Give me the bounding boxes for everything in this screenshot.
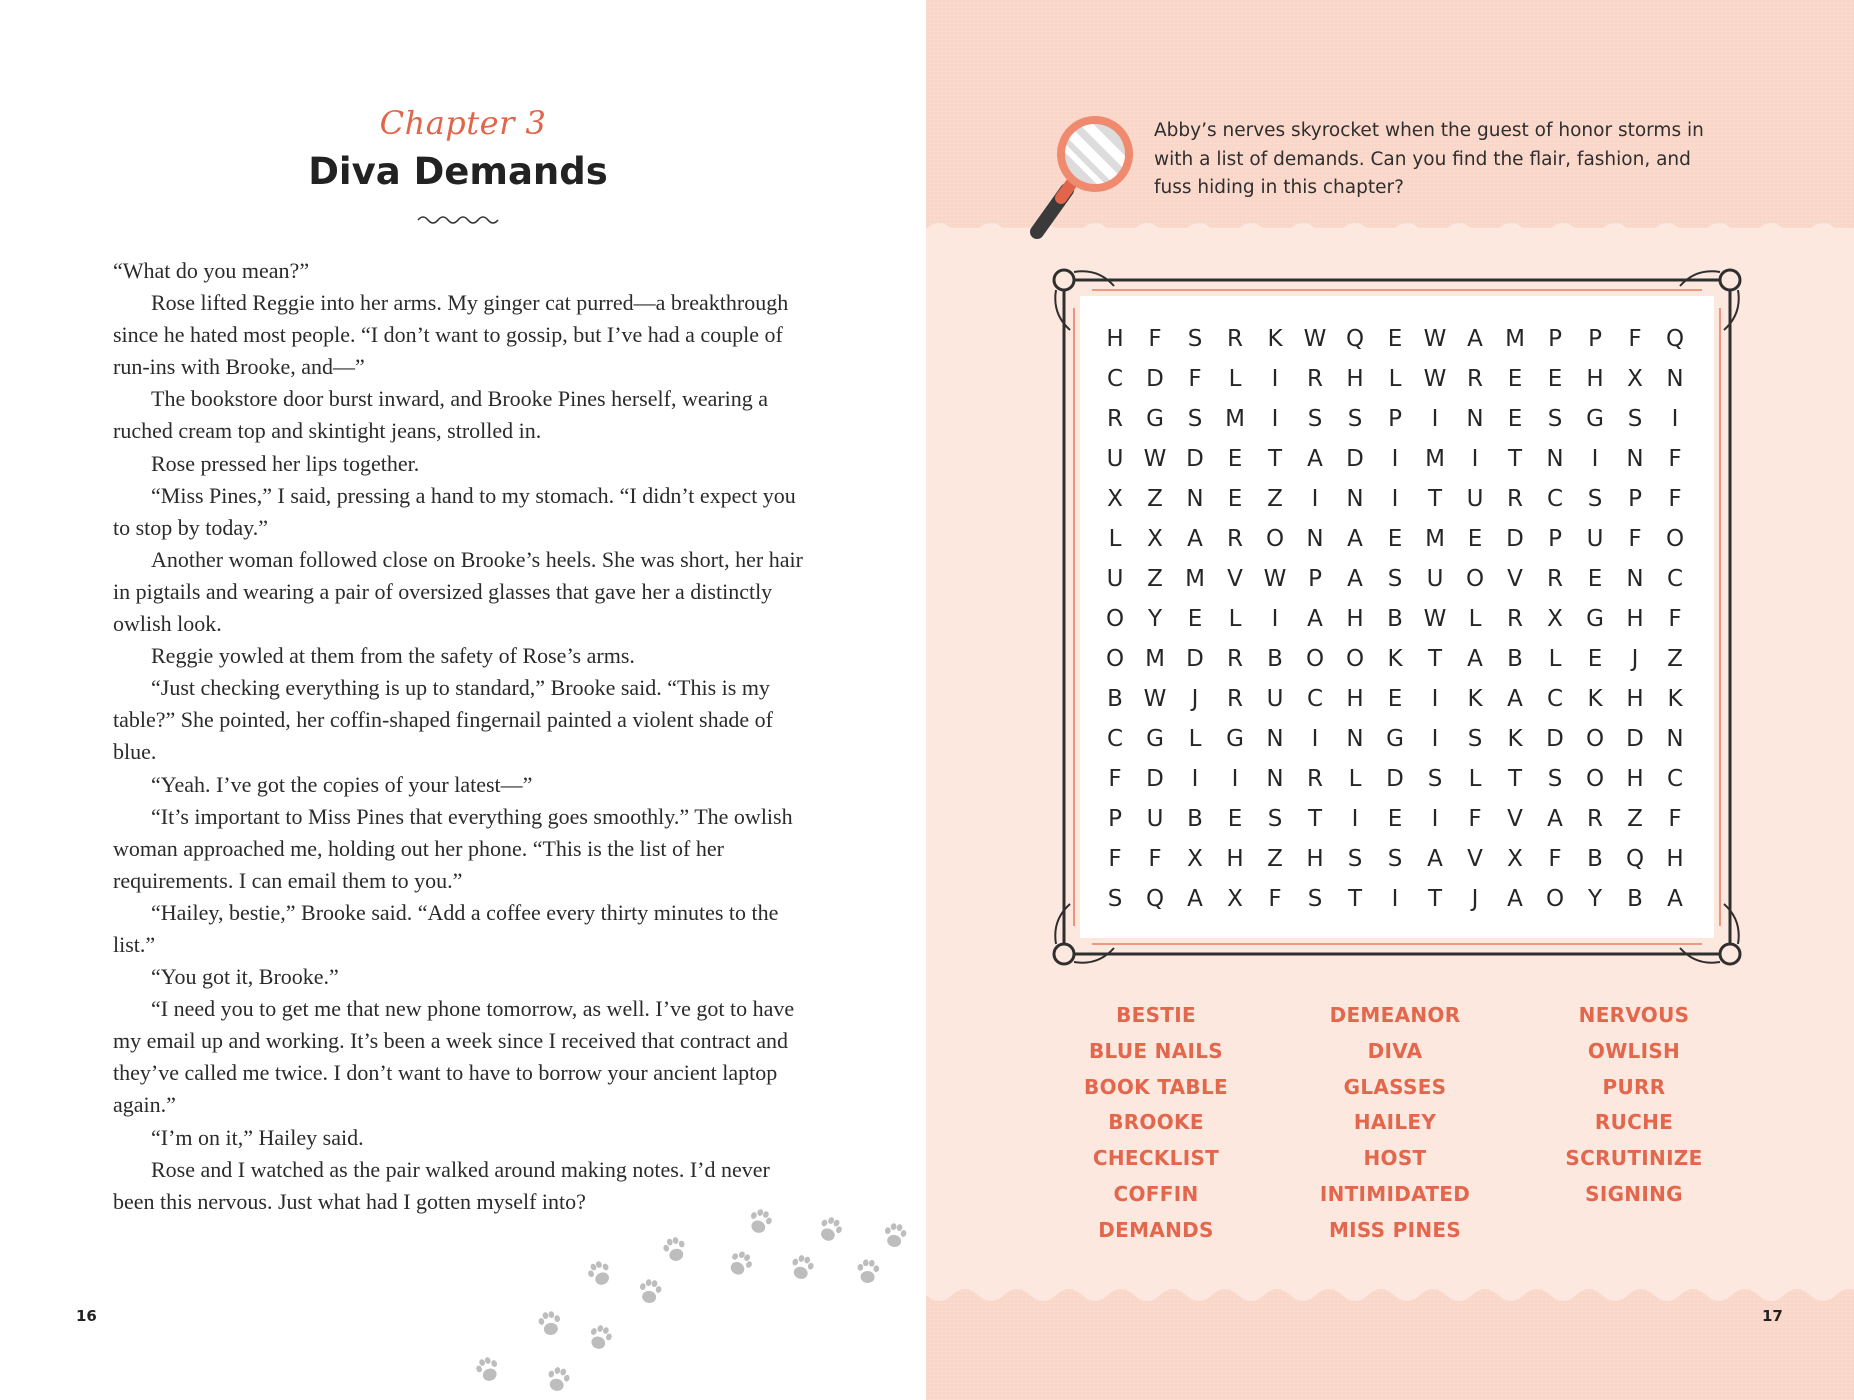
story-paragraph: “Yeah. I’ve got the copies of your latest—”	[151, 771, 533, 797]
grid-letter[interactable]: R	[1227, 646, 1243, 672]
grid-letter[interactable]: I	[1311, 486, 1319, 512]
grid-letter[interactable]: C	[1106, 366, 1124, 392]
word-list-item: NERVOUS	[1578, 1003, 1690, 1027]
grid-letter[interactable]: X	[1627, 366, 1643, 392]
grid-letter[interactable]: P	[1628, 486, 1642, 512]
grid-letter[interactable]: I	[1471, 446, 1479, 472]
grid-letter[interactable]: P	[1308, 566, 1322, 592]
paw-prints-decoration	[460, 1200, 930, 1400]
grid-letter[interactable]: E	[1387, 526, 1403, 552]
grid-letter[interactable]: L	[1188, 726, 1202, 752]
story-paragraph: “You got it, Brooke.”	[151, 964, 339, 990]
story-paragraph: “Just checking everything is up to standard,” Brooke said. “This is my table?” She pointed, her coffin-shaped fingernail painted a violent shade of blue.	[113, 675, 773, 765]
grid-letter[interactable]: W	[1303, 326, 1327, 352]
grid-letter[interactable]: I	[1231, 766, 1239, 792]
grid-letter[interactable]: S	[1427, 766, 1443, 792]
grid-letter[interactable]: G	[1586, 606, 1604, 632]
grid-letter[interactable]: K	[1267, 326, 1283, 352]
paw-print-icon	[816, 1214, 845, 1244]
grid-letter[interactable]: E	[1507, 366, 1523, 392]
grid-letter[interactable]: Y	[1147, 606, 1163, 632]
story-paragraph: “It’s important to Miss Pines that everything goes smoothly.” The owlish woman approached me, holding out her phone. “This is the list of her requirements. I can email them to you.”	[113, 803, 793, 893]
grid-letter[interactable]: H	[1306, 846, 1324, 872]
grid-letter[interactable]: S	[1387, 846, 1403, 872]
grid-letter[interactable]: O	[1105, 606, 1125, 632]
grid-letter[interactable]: M	[1185, 566, 1205, 592]
grid-letter[interactable]: I	[1391, 486, 1399, 512]
grid-letter[interactable]: I	[1391, 446, 1399, 472]
word-list-item: COFFIN	[1113, 1181, 1199, 1206]
grid-letter[interactable]: X	[1107, 486, 1123, 512]
grid-letter[interactable]: S	[1267, 806, 1283, 832]
grid-letter[interactable]: M	[1425, 446, 1445, 472]
grid-letter[interactable]: S	[1467, 726, 1483, 752]
grid-letter[interactable]: Q	[1625, 846, 1645, 872]
grid-letter[interactable]: S	[1347, 406, 1363, 432]
grid-letter[interactable]: W	[1143, 446, 1167, 472]
grid-letter[interactable]: A	[1187, 886, 1203, 912]
grid-letter[interactable]: F	[1668, 606, 1682, 632]
grid-letter[interactable]: O	[1265, 526, 1285, 552]
story-paragraph: “What do you mean?”	[113, 258, 310, 283]
grid-letter[interactable]: H	[1626, 686, 1644, 712]
grid-letter[interactable]: G	[1146, 406, 1164, 432]
grid-letter[interactable]: L	[1228, 606, 1242, 632]
grid-letter[interactable]: S	[1187, 406, 1203, 432]
grid-letter[interactable]: R	[1507, 606, 1523, 632]
grid-letter[interactable]: A	[1507, 886, 1523, 912]
grid-letter[interactable]: N	[1346, 486, 1364, 512]
grid-letter[interactable]: B	[1507, 646, 1523, 672]
grid-letter[interactable]: Z	[1147, 566, 1163, 592]
grid-letter[interactable]: T	[1347, 886, 1363, 912]
grid-letter[interactable]: E	[1187, 606, 1203, 632]
word-list-item: HOST	[1363, 1146, 1427, 1171]
grid-letter[interactable]: W	[1423, 326, 1447, 352]
word-list-item: BESTIE	[1116, 1003, 1196, 1027]
paw-print-icon	[725, 1248, 755, 1279]
grid-letter[interactable]: R	[1547, 566, 1563, 592]
word-list-item: BLUE NAILS	[1089, 1038, 1223, 1063]
grid-letter[interactable]: R	[1227, 326, 1243, 352]
grid-letter[interactable]: M	[1145, 646, 1165, 672]
grid-letter[interactable]: I	[1431, 686, 1439, 712]
grid-letter[interactable]: K	[1587, 686, 1603, 712]
grid-letter[interactable]: Z	[1147, 486, 1163, 512]
grid-letter[interactable]: F	[1148, 846, 1162, 872]
left-page	[0, 0, 926, 1400]
grid-letter[interactable]: T	[1507, 446, 1523, 472]
grid-letter[interactable]: Q	[1345, 326, 1365, 352]
grid-letter[interactable]: N	[1346, 726, 1364, 752]
grid-letter[interactable]: I	[1271, 406, 1279, 432]
grid-letter[interactable]: I	[1431, 806, 1439, 832]
grid-letter[interactable]: R	[1107, 406, 1123, 432]
story-paragraph: Rose and I watched as the pair walked around making notes. I’d never been this nervous. Just what had I gotten myself into?	[113, 1156, 770, 1214]
grid-letter[interactable]: A	[1667, 886, 1683, 912]
grid-letter[interactable]: A	[1347, 566, 1363, 592]
grid-letter[interactable]: A	[1467, 326, 1483, 352]
grid-letter[interactable]: K	[1507, 726, 1523, 752]
grid-letter[interactable]: Z	[1267, 846, 1283, 872]
story-paragraph: Another woman followed close on Brooke’s heels. She was short, her hair in pigtails and wearing a pair of oversized glasses that gave her a distinctly owlish look.	[113, 546, 803, 637]
grid-letter[interactable]: A	[1307, 446, 1323, 472]
grid-letter[interactable]: H	[1346, 686, 1364, 712]
story-paragraph: Reggie yowled at them from the safety of Rose’s arms.	[151, 643, 635, 669]
grid-letter[interactable]: I	[1271, 366, 1279, 392]
grid-letter[interactable]: R	[1507, 486, 1523, 512]
grid-letter[interactable]: F	[1628, 326, 1642, 352]
grid-letter[interactable]: U	[1106, 446, 1124, 472]
grid-letter[interactable]: F	[1668, 486, 1682, 512]
grid-letter[interactable]: T	[1267, 446, 1283, 472]
grid-letter[interactable]: N	[1186, 486, 1204, 512]
grid-letter[interactable]: U	[1426, 566, 1444, 592]
grid-letter[interactable]: K	[1667, 686, 1683, 712]
title-flourish-icon	[416, 212, 502, 226]
grid-letter[interactable]: V	[1507, 566, 1523, 592]
magnifying-glass-icon	[1023, 104, 1145, 244]
grid-letter[interactable]: T	[1307, 806, 1323, 832]
grid-letter[interactable]: I	[1431, 726, 1439, 752]
grid-letter[interactable]: C	[1106, 726, 1124, 752]
grid-letter[interactable]: N	[1626, 566, 1644, 592]
grid-letter[interactable]: H	[1346, 366, 1364, 392]
grid-letter[interactable]: S	[1307, 886, 1323, 912]
story-paragraph: The bookstore door burst inward, and Brooke Pines herself, wearing a ruched cream top and skintight jeans, strolled in.	[113, 386, 769, 444]
word-list-column-1	[1036, 998, 1276, 1249]
grid-letter[interactable]: H	[1226, 846, 1244, 872]
grid-letter[interactable]: P	[1108, 806, 1122, 832]
grid-letter[interactable]: N	[1266, 766, 1284, 792]
grid-letter[interactable]: T	[1427, 886, 1443, 912]
word-list-item: SCRUTINIZE	[1565, 1146, 1703, 1171]
grid-letter[interactable]: U	[1586, 526, 1604, 552]
grid-letter[interactable]: F	[1468, 806, 1482, 832]
grid-letter[interactable]: W	[1143, 686, 1167, 712]
grid-letter[interactable]: Q	[1145, 886, 1165, 912]
grid-letter[interactable]: H	[1586, 366, 1604, 392]
grid-letter[interactable]: D	[1146, 366, 1164, 392]
grid-letter[interactable]: Q	[1665, 326, 1685, 352]
grid-letter[interactable]: E	[1387, 326, 1403, 352]
grid-letter[interactable]: M	[1425, 526, 1445, 552]
grid-letter[interactable]: X	[1147, 526, 1163, 552]
grid-letter[interactable]: Z	[1267, 486, 1283, 512]
paw-print-icon	[545, 1365, 572, 1393]
grid-letter[interactable]: M	[1225, 406, 1245, 432]
word-list-item: GLASSES	[1343, 1074, 1447, 1099]
grid-letter[interactable]: N	[1306, 526, 1324, 552]
grid-letter[interactable]: S	[1107, 886, 1123, 912]
grid-letter[interactable]: D	[1386, 766, 1404, 792]
grid-letter[interactable]: V	[1467, 846, 1483, 872]
grid-letter[interactable]: L	[1108, 526, 1122, 552]
grid-letter[interactable]: U	[1466, 486, 1484, 512]
word-list-item: DEMEANOR	[1329, 1003, 1461, 1027]
grid-letter[interactable]: G	[1586, 406, 1604, 432]
grid-letter[interactable]: H	[1106, 326, 1124, 352]
grid-letter[interactable]: X	[1187, 846, 1203, 872]
grid-letter[interactable]: P	[1388, 406, 1402, 432]
grid-letter[interactable]: N	[1626, 446, 1644, 472]
grid-letter[interactable]: S	[1587, 486, 1603, 512]
word-list-column-2	[1275, 998, 1515, 1249]
word-list-item: INTIMIDATED	[1319, 1181, 1471, 1206]
chapter-label: Chapter 3	[379, 104, 547, 142]
grid-letter[interactable]: C	[1546, 686, 1564, 712]
grid-letter[interactable]: I	[1311, 726, 1319, 752]
grid-letter[interactable]: D	[1546, 726, 1564, 752]
grid-letter[interactable]: A	[1187, 526, 1203, 552]
grid-letter[interactable]: O	[1665, 526, 1685, 552]
paw-print-icon	[661, 1235, 688, 1263]
grid-letter[interactable]: I	[1391, 886, 1399, 912]
grid-letter[interactable]: D	[1346, 446, 1364, 472]
band-bottom-wave	[926, 1282, 1854, 1308]
grid-letter[interactable]: X	[1547, 606, 1563, 632]
word-search-grid	[1095, 319, 1695, 919]
grid-letter[interactable]: W	[1423, 366, 1447, 392]
grid-letter[interactable]: Y	[1587, 886, 1603, 912]
grid-letter[interactable]: B	[1267, 646, 1283, 672]
grid-letter[interactable]: P	[1548, 526, 1562, 552]
grid-letter[interactable]: F	[1268, 886, 1282, 912]
word-list-item: OWLISH	[1587, 1038, 1681, 1063]
grid-letter[interactable]: E	[1387, 686, 1403, 712]
grid-letter[interactable]: N	[1666, 366, 1684, 392]
grid-letter[interactable]: S	[1387, 566, 1403, 592]
grid-letter[interactable]: Z	[1627, 806, 1643, 832]
grid-letter[interactable]: C	[1546, 486, 1564, 512]
grid-letter[interactable]: E	[1227, 806, 1243, 832]
grid-letter[interactable]: E	[1467, 526, 1483, 552]
grid-letter[interactable]: K	[1467, 686, 1483, 712]
grid-letter[interactable]: A	[1427, 846, 1443, 872]
grid-letter[interactable]: R	[1227, 686, 1243, 712]
paw-print-icon	[789, 1253, 816, 1281]
grid-letter[interactable]: O	[1465, 566, 1485, 592]
grid-letter[interactable]: N	[1666, 726, 1684, 752]
grid-letter[interactable]: N	[1466, 406, 1484, 432]
grid-letter[interactable]: M	[1505, 326, 1525, 352]
grid-letter[interactable]: B	[1627, 886, 1643, 912]
story-paragraph: “Hailey, bestie,” Brooke said. “Add a coffee every thirty minutes to the list.”	[113, 899, 779, 957]
grid-letter[interactable]: O	[1305, 646, 1325, 672]
grid-letter[interactable]: R	[1587, 806, 1603, 832]
grid-letter[interactable]: B	[1587, 846, 1603, 872]
grid-letter[interactable]: T	[1507, 766, 1523, 792]
word-list-item: HAILEY	[1353, 1110, 1437, 1135]
grid-letter[interactable]: S	[1187, 326, 1203, 352]
grid-letter[interactable]: V	[1507, 806, 1523, 832]
grid-letter[interactable]: D	[1186, 446, 1204, 472]
word-list-item: MISS PINES	[1328, 1217, 1462, 1242]
paw-print-icon	[637, 1278, 662, 1305]
grid-letter[interactable]: I	[1271, 606, 1279, 632]
word-list-item: BROOKE	[1108, 1110, 1204, 1135]
grid-letter[interactable]: C	[1306, 686, 1324, 712]
grid-letter[interactable]: D	[1186, 646, 1204, 672]
grid-letter[interactable]: L	[1348, 766, 1362, 792]
grid-letter[interactable]: G	[1146, 726, 1164, 752]
grid-letter[interactable]: I	[1671, 406, 1679, 432]
paw-print-icon	[585, 1258, 614, 1288]
chapter-title: Diva Demands	[308, 150, 608, 193]
grid-letter[interactable]: S	[1307, 406, 1323, 432]
grid-letter[interactable]: H	[1346, 606, 1364, 632]
grid-letter[interactable]: O	[1585, 766, 1605, 792]
grid-letter[interactable]: R	[1227, 526, 1243, 552]
word-list-item: SIGNING	[1585, 1181, 1683, 1206]
grid-letter[interactable]: B	[1107, 686, 1123, 712]
grid-letter[interactable]: F	[1628, 526, 1642, 552]
grid-letter[interactable]: G	[1226, 726, 1244, 752]
grid-letter[interactable]: A	[1467, 646, 1483, 672]
grid-letter[interactable]: W	[1263, 566, 1287, 592]
grid-letter[interactable]: A	[1347, 526, 1363, 552]
story-paragraph: “I’m on it,” Hailey said.	[151, 1124, 364, 1150]
grid-letter[interactable]: K	[1387, 646, 1403, 672]
grid-letter[interactable]: I	[1191, 766, 1199, 792]
grid-letter[interactable]: A	[1547, 806, 1563, 832]
grid-letter[interactable]: L	[1468, 606, 1482, 632]
page-number-right: 17	[1762, 1307, 1783, 1325]
word-list-item: DIVA	[1367, 1038, 1423, 1063]
grid-letter[interactable]: E	[1387, 806, 1403, 832]
grid-letter[interactable]: W	[1423, 606, 1447, 632]
grid-letter[interactable]: Z	[1667, 646, 1683, 672]
grid-letter[interactable]: B	[1187, 806, 1203, 832]
grid-letter[interactable]: R	[1307, 766, 1323, 792]
grid-letter[interactable]: N	[1266, 726, 1284, 752]
grid-letter[interactable]: I	[1351, 806, 1359, 832]
grid-letter[interactable]: I	[1431, 406, 1439, 432]
grid-letter[interactable]: U	[1106, 566, 1124, 592]
paw-print-icon	[586, 1323, 614, 1352]
grid-letter[interactable]: F	[1668, 806, 1682, 832]
grid-letter[interactable]: D	[1506, 526, 1524, 552]
grid-letter[interactable]: G	[1386, 726, 1404, 752]
grid-letter[interactable]: P	[1588, 326, 1602, 352]
grid-letter[interactable]: E	[1587, 646, 1603, 672]
grid-letter[interactable]: T	[1427, 486, 1443, 512]
grid-letter[interactable]: F	[1108, 846, 1122, 872]
grid-letter[interactable]: T	[1427, 646, 1443, 672]
paw-print-icon	[474, 1355, 502, 1384]
story-paragraph: Rose lifted Reggie into her arms. My ginger cat purred—a breakthrough since he hated most people. “I don’t want to gossip, but I’ve had a couple of run-ins with Brooke, and—”	[113, 290, 789, 380]
grid-letter[interactable]: J	[1631, 646, 1639, 672]
grid-letter[interactable]: F	[1188, 366, 1202, 392]
story-paragraph: Rose pressed her lips together.	[151, 450, 420, 476]
story-paragraph: “Miss Pines,” I said, pressing a hand to my stomach. “I didn’t expect you to stop by today.”	[113, 482, 796, 540]
word-list-item: CHECKLIST	[1092, 1146, 1220, 1171]
grid-letter[interactable]: J	[1191, 686, 1199, 712]
grid-letter[interactable]: E	[1227, 486, 1243, 512]
grid-letter[interactable]: E	[1587, 566, 1603, 592]
grid-letter[interactable]: F	[1548, 846, 1562, 872]
grid-letter[interactable]: E	[1547, 366, 1563, 392]
grid-letter[interactable]: R	[1467, 366, 1483, 392]
grid-letter[interactable]: L	[1468, 766, 1482, 792]
grid-letter[interactable]: B	[1387, 606, 1403, 632]
puzzle-intro: Abby’s nerves skyrocket when the guest of honor storms in with a list of demands. Can you find the flair, fashion, and fuss hiding in this chapter?	[1154, 120, 1704, 198]
word-list-column-3	[1514, 998, 1754, 1213]
word-list-item: DEMANDS	[1098, 1217, 1214, 1242]
paw-print-icon	[882, 1222, 907, 1249]
story-text	[113, 255, 813, 1218]
page-number-left: 16	[76, 1307, 97, 1325]
paw-print-icon	[746, 1207, 774, 1236]
grid-letter[interactable]: F	[1148, 326, 1162, 352]
grid-letter[interactable]: E	[1227, 446, 1243, 472]
grid-letter[interactable]: S	[1347, 846, 1363, 872]
word-list-item: BOOK TABLE	[1084, 1074, 1228, 1099]
grid-letter[interactable]: P	[1548, 326, 1562, 352]
grid-letter[interactable]: A	[1507, 686, 1523, 712]
grid-letter[interactable]: U	[1146, 806, 1164, 832]
grid-letter[interactable]: I	[1591, 446, 1599, 472]
grid-letter[interactable]: O	[1345, 646, 1365, 672]
grid-letter[interactable]: F	[1668, 446, 1682, 472]
grid-letter[interactable]: S	[1547, 766, 1563, 792]
grid-letter[interactable]: N	[1546, 446, 1564, 472]
grid-letter[interactable]: O	[1545, 886, 1565, 912]
grid-letter[interactable]: L	[1548, 646, 1562, 672]
grid-letter[interactable]: F	[1108, 766, 1122, 792]
grid-letter[interactable]: U	[1266, 686, 1284, 712]
grid-letter[interactable]: J	[1471, 886, 1479, 912]
grid-letter[interactable]: L	[1228, 366, 1242, 392]
grid-letter[interactable]: A	[1307, 606, 1323, 632]
grid-letter[interactable]: H	[1666, 846, 1684, 872]
grid-letter[interactable]: O	[1105, 646, 1125, 672]
grid-letter[interactable]: D	[1626, 726, 1644, 752]
grid-letter[interactable]: H	[1626, 606, 1644, 632]
word-list-item: PURR	[1602, 1074, 1666, 1099]
paw-print-icon	[537, 1310, 562, 1337]
story-paragraph: “I need you to get me that new phone tomorrow, as well. I’ve got to have my email up and working. It’s been a week since I received that contract and they’ve called me twice. I don’t want to have to borrow your ancient laptop again.”	[113, 996, 795, 1118]
paw-print-icon	[856, 1259, 880, 1284]
grid-letter[interactable]: D	[1146, 766, 1164, 792]
grid-letter[interactable]: S	[1547, 406, 1563, 432]
grid-letter[interactable]: R	[1307, 366, 1323, 392]
grid-letter[interactable]: X	[1507, 846, 1523, 872]
word-list-item: RUCHE	[1594, 1110, 1674, 1135]
grid-letter[interactable]: C	[1666, 566, 1684, 592]
grid-letter[interactable]: X	[1227, 886, 1243, 912]
grid-letter[interactable]: V	[1227, 566, 1243, 592]
grid-letter[interactable]: S	[1627, 406, 1643, 432]
grid-letter[interactable]: H	[1626, 766, 1644, 792]
grid-letter[interactable]: C	[1666, 766, 1684, 792]
grid-letter[interactable]: O	[1585, 726, 1605, 752]
grid-letter[interactable]: E	[1507, 406, 1523, 432]
grid-letter[interactable]: L	[1388, 366, 1402, 392]
